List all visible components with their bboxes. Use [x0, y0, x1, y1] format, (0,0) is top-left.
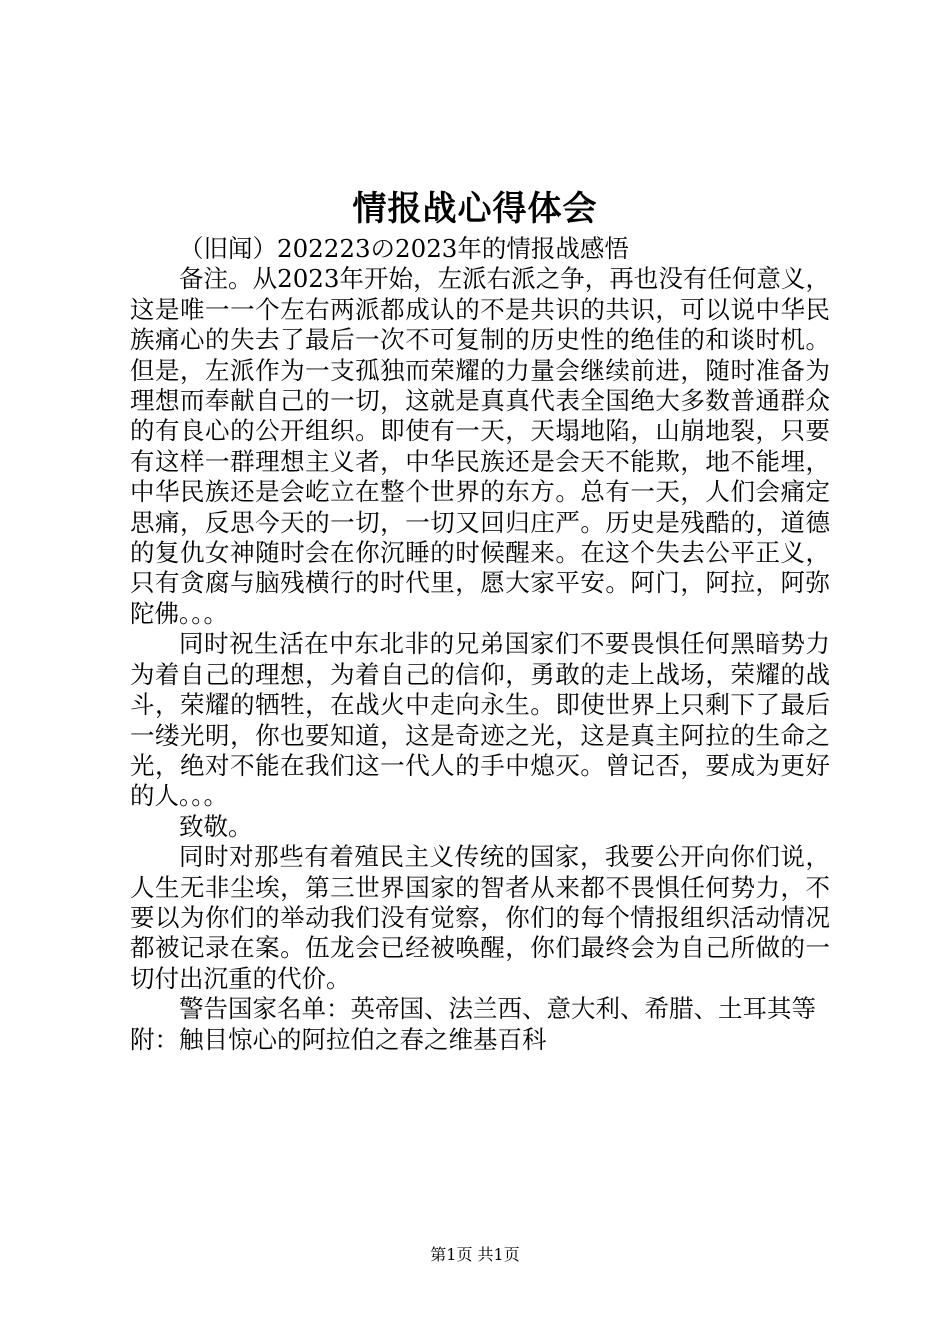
paragraph-statement: 同时对那些有着殖民主义传统的国家，我要公开向你们说，人生无非尘埃，第三世界国家的智者从来都不畏惧任何势力，不要以为你们的举动我们没有觉察，你们的每个情报组织活动情况都被记录在案。伍龙会已经被唤醒，你们最终会为自己所做的一切付出沉重的代价。 [130, 842, 830, 993]
paragraph-appendix: 附：触目惊心的阿拉伯之春之维基百科 [130, 1024, 547, 1054]
paragraph-blessing: 同时祝生活在中东北非的兄弟国家们不要畏惧任何黑暗势力为着自己的理想，为着自己的信仰，勇敢的走上战场，荣耀的战斗，荣耀的牺牲，在战火中走向永生。即使世界上只剩下了最后一缕光明，你也要知道，这是奇迹之光，这是真主阿拉的生命之光，绝对不能在我们这一代人的手中熄灭。曾记否，要成为更好的人。。。 [130, 629, 830, 811]
paragraph-old-news-heading: （旧闻）202223の2023年的情报战感悟 [179, 234, 629, 263]
paragraph-remark: 备注。从2023年开始，左派右派之争，再也没有任何意义，这是唯一一个左右两派都成认的不是共识的共识，可以说中华民族痛心的失去了最后一次不可复制的历史性的绝佳的和谈时机。但是，左派作为一支孤独而荣耀的力量会继续前进，随时准备为理想而奉献自己的一切，这就是真真代表全国绝大多数普通群众的有良心的公开组织。即使有一天，天塌地陷，山崩地裂，只要有这样一群理想主义者，中华民族还是会天不能欺，地不能埋，中华民族还是会屹立在整个世界的东方。总有一天，人们会痛定思痛，反思今天的一切，一切又回归庄严。历史是残酷的，道德的复仇女神随时会在你沉睡的时候醒来。在这个失去公平正义，只有贪腐与脑残横行的时代里，愿大家平安。阿门，阿拉，阿弥陀佛。。。 [130, 264, 830, 628]
paragraph-salute: 致敬。 [179, 811, 253, 841]
paragraph-warning-list: 警告国家名单：英帝国、法兰西、意大利、希腊、土耳其等 [179, 994, 816, 1024]
page-title: 情报战心得体会 [352, 189, 598, 229]
document-body [130, 234, 830, 1055]
page-footer: 第1页 共1页 [430, 1245, 520, 1264]
